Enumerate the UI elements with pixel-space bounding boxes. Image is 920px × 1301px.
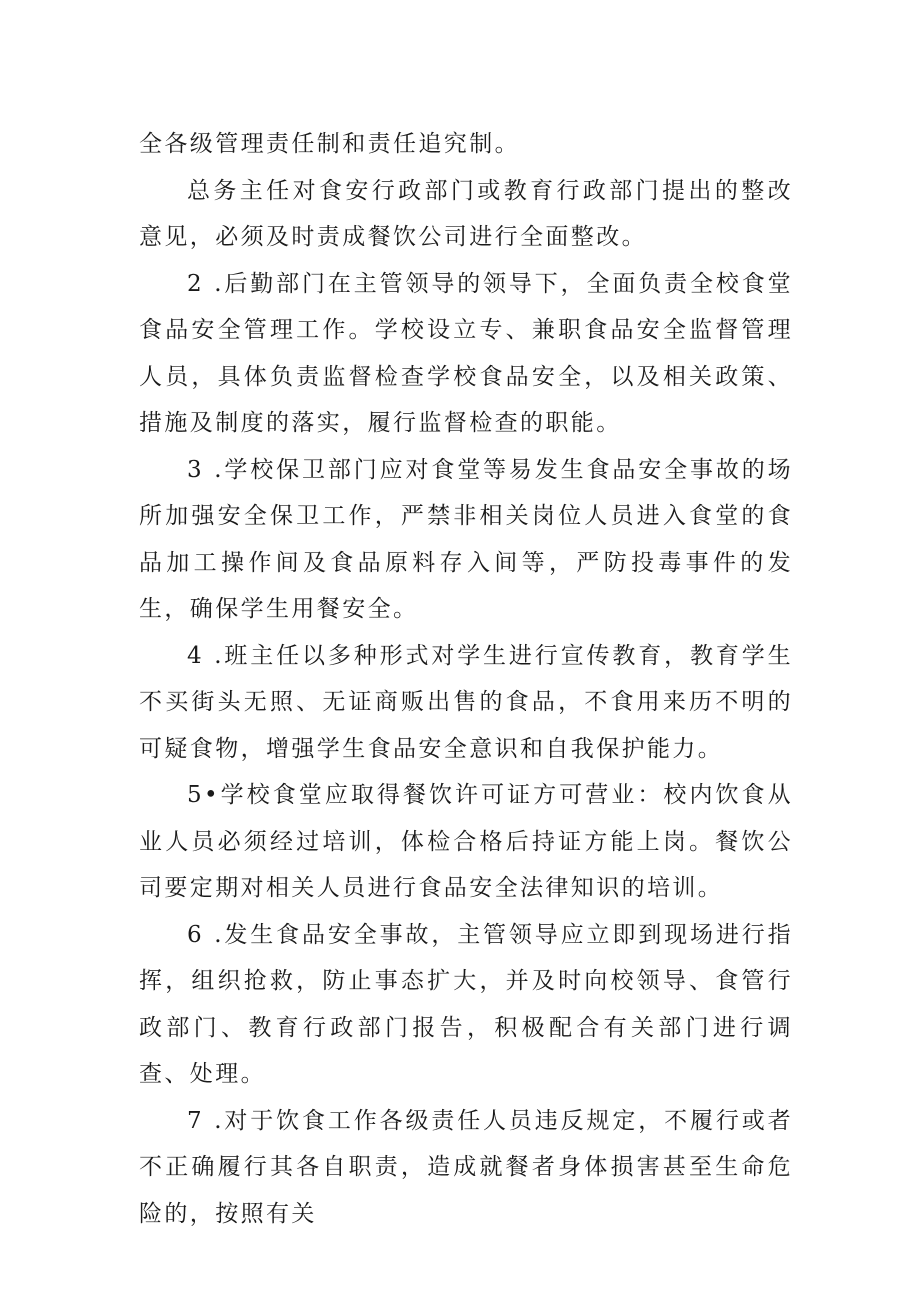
document-body (139, 121, 793, 1237)
paragraph-rectification: 总务主任对食安行政部门或教育行政部门提出的整改意见，必须及时责成餐饮公司进行全面整改。 (139, 177, 793, 250)
paragraph-item-2: 2 .后勤部门在主管领导的领导下，全面负责全校食堂食品安全管理工作。学校设立专、兼职食品安全监督管理人员，具体负责监督检查学校食品安全，以及相关政策、措施及制度的落实，履行监督检查的职能。 (139, 270, 793, 436)
paragraph-item-3: 3 .学校保卫部门应对食堂等易发生食品安全事故的场所加强安全保卫工作，严禁非相关岗位人员进入食堂的食品加工操作间及食品原料存入间等，严防投毒事件的发生，确保学生用餐安全。 (139, 456, 793, 622)
paragraph-item-6: 6 .发生食品安全事故，主管领导应立即到现场进行指挥，组织抢救，防止事态扩大，并及时向校领导、食管行政部门、教育行政部门报告，积极配合有关部门进行调查、处理。 (139, 921, 793, 1087)
paragraph-continuation: 全各级管理责任制和责任追究制。 (139, 131, 520, 157)
paragraph-item-4: 4 .班主任以多种形式对学生进行宣传教育，教育学生不买街头无照、无证商贩出售的食品，不食用来历不明的可疑食物，增强学生食品安全意识和自我保护能力。 (139, 642, 793, 762)
paragraph-item-7: 7 .对于饮食工作各级责任人员违反规定，不履行或者不正确履行其各自职责，造成就餐者身体损害甚至生命危险的，按照有关 (139, 1107, 793, 1227)
paragraph-item-5: 5•学校食堂应取得餐饮许可证方可营业：校内饮食从业人员必须经过培训，体检合格后持证方能上岗。餐饮公司要定期对相关人员进行食品安全法律知识的培训。 (139, 782, 793, 901)
